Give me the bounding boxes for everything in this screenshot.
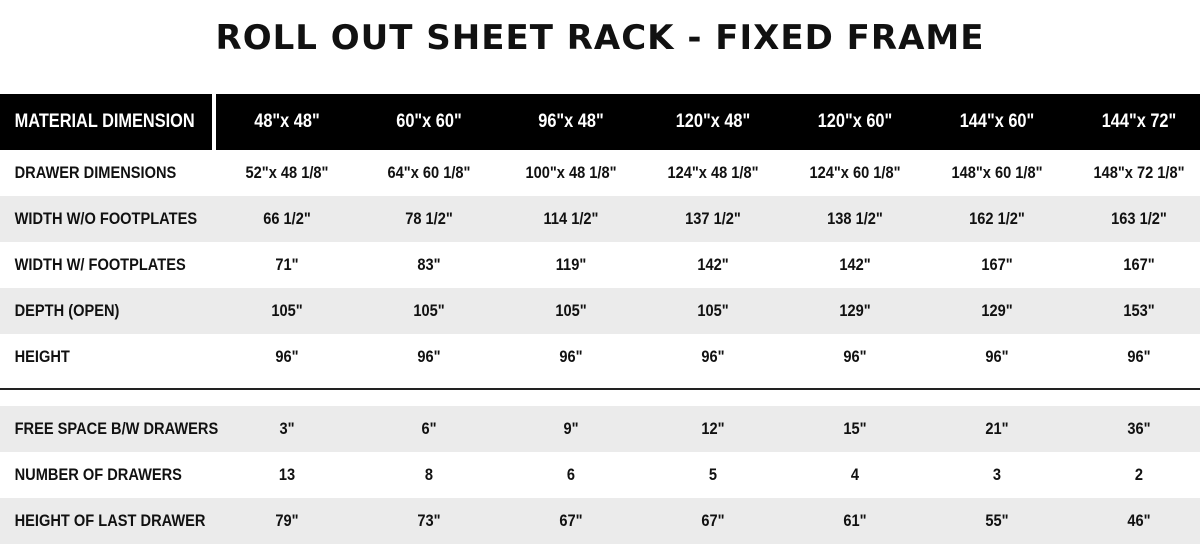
table-cell: 78 1/2": [405, 209, 453, 228]
separator-line: [0, 388, 1200, 390]
table-cell: 12": [701, 419, 725, 438]
table-cell: 21": [985, 419, 1009, 438]
header-col-2: 60"x 60": [396, 111, 462, 132]
spec-table: [0, 94, 1200, 544]
table-cell: 96": [417, 347, 441, 366]
page-title: ROLL OUT SHEET RACK - FIXED FRAME: [215, 18, 985, 58]
table-cell: 96": [985, 347, 1009, 366]
table-cell: 163 1/2": [1111, 209, 1167, 228]
header-col-6: 144"x 60": [959, 111, 1035, 132]
table-cell: 96": [1127, 347, 1151, 366]
table-cell: 9": [563, 419, 579, 438]
table-cell: 105": [413, 301, 445, 320]
table-cell: 96": [701, 347, 725, 366]
table-cell: 105": [697, 301, 729, 320]
table-cell: 61": [843, 511, 867, 530]
table-cell: 79": [275, 511, 299, 530]
table-cell: 96": [275, 347, 299, 366]
table-cell: 129": [839, 301, 871, 320]
table-row: [0, 242, 1200, 288]
section-separator: [0, 380, 1200, 406]
table-cell: 167": [1123, 255, 1155, 274]
table-cell: 96": [559, 347, 583, 366]
table-cell: 52"x 48 1/8": [245, 163, 329, 182]
row-label: DRAWER DIMENSIONS: [14, 163, 177, 182]
table-row: [0, 334, 1200, 380]
table-cell: 55": [985, 511, 1009, 530]
table-cell: 105": [555, 301, 587, 320]
table-cell: 6": [421, 419, 437, 438]
table-cell: 96": [843, 347, 867, 366]
table-cell: 67": [701, 511, 725, 530]
row-label: WIDTH W/ FOOTPLATES: [14, 255, 186, 274]
table-header-row: [0, 94, 1200, 150]
table-cell: 124"x 60 1/8": [809, 163, 901, 182]
table-cell: 83": [417, 255, 441, 274]
table-cell: 8: [424, 465, 434, 484]
row-label: DEPTH (OPEN): [14, 301, 120, 320]
table-row: [0, 150, 1200, 196]
table-cell: 3: [992, 465, 1002, 484]
table-cell: 142": [839, 255, 871, 274]
header-col-5: 120"x 60": [817, 111, 893, 132]
row-label: HEIGHT: [14, 347, 70, 366]
table-cell: 13: [278, 465, 296, 484]
table-cell: 67": [559, 511, 583, 530]
table-row: [0, 452, 1200, 498]
header-col-1: 48"x 48": [254, 111, 320, 132]
table-cell: 46": [1127, 511, 1151, 530]
table-cell: 167": [981, 255, 1013, 274]
table-cell: 124"x 48 1/8": [667, 163, 759, 182]
header-col-7: 144"x 72": [1101, 111, 1177, 132]
table-cell: 66 1/2": [263, 209, 311, 228]
table-row: [0, 288, 1200, 334]
table-body-group-2: [0, 406, 1200, 544]
table-cell: 100"x 48 1/8": [525, 163, 617, 182]
table-row: [0, 406, 1200, 452]
table-cell: 2: [1134, 465, 1144, 484]
table-cell: 138 1/2": [827, 209, 883, 228]
table-cell: 162 1/2": [969, 209, 1025, 228]
table-row: [0, 196, 1200, 242]
table-cell: 142": [697, 255, 729, 274]
table-row: [0, 498, 1200, 544]
table-cell: 71": [275, 255, 299, 274]
table-cell: 73": [417, 511, 441, 530]
header-col-3: 96"x 48": [538, 111, 604, 132]
table-cell: 148"x 72 1/8": [1093, 163, 1185, 182]
table-cell: 137 1/2": [685, 209, 741, 228]
row-label: FREE SPACE B/W DRAWERS: [14, 419, 219, 438]
table-cell: 114 1/2": [543, 209, 599, 228]
table-cell: 148"x 60 1/8": [951, 163, 1043, 182]
table-cell: 36": [1127, 419, 1151, 438]
table-cell: 15": [843, 419, 867, 438]
table-cell: 6: [566, 465, 576, 484]
row-label: WIDTH W/O FOOTPLATES: [14, 209, 198, 228]
table-cell: 105": [271, 301, 303, 320]
table-cell: 3": [279, 419, 295, 438]
header-col-4: 120"x 48": [675, 111, 751, 132]
table-cell: 129": [981, 301, 1013, 320]
table-body-group-1: [0, 150, 1200, 380]
table-cell: 5: [708, 465, 718, 484]
header-divider: [212, 94, 216, 150]
table-cell: 119": [555, 255, 587, 274]
table-cell: 4: [850, 465, 860, 484]
row-label: HEIGHT OF LAST DRAWER: [14, 511, 206, 530]
table-cell: 64"x 60 1/8": [387, 163, 471, 182]
header-label: MATERIAL DIMENSION: [14, 111, 195, 132]
row-label: NUMBER OF DRAWERS: [14, 465, 182, 484]
table-cell: 153": [1123, 301, 1155, 320]
